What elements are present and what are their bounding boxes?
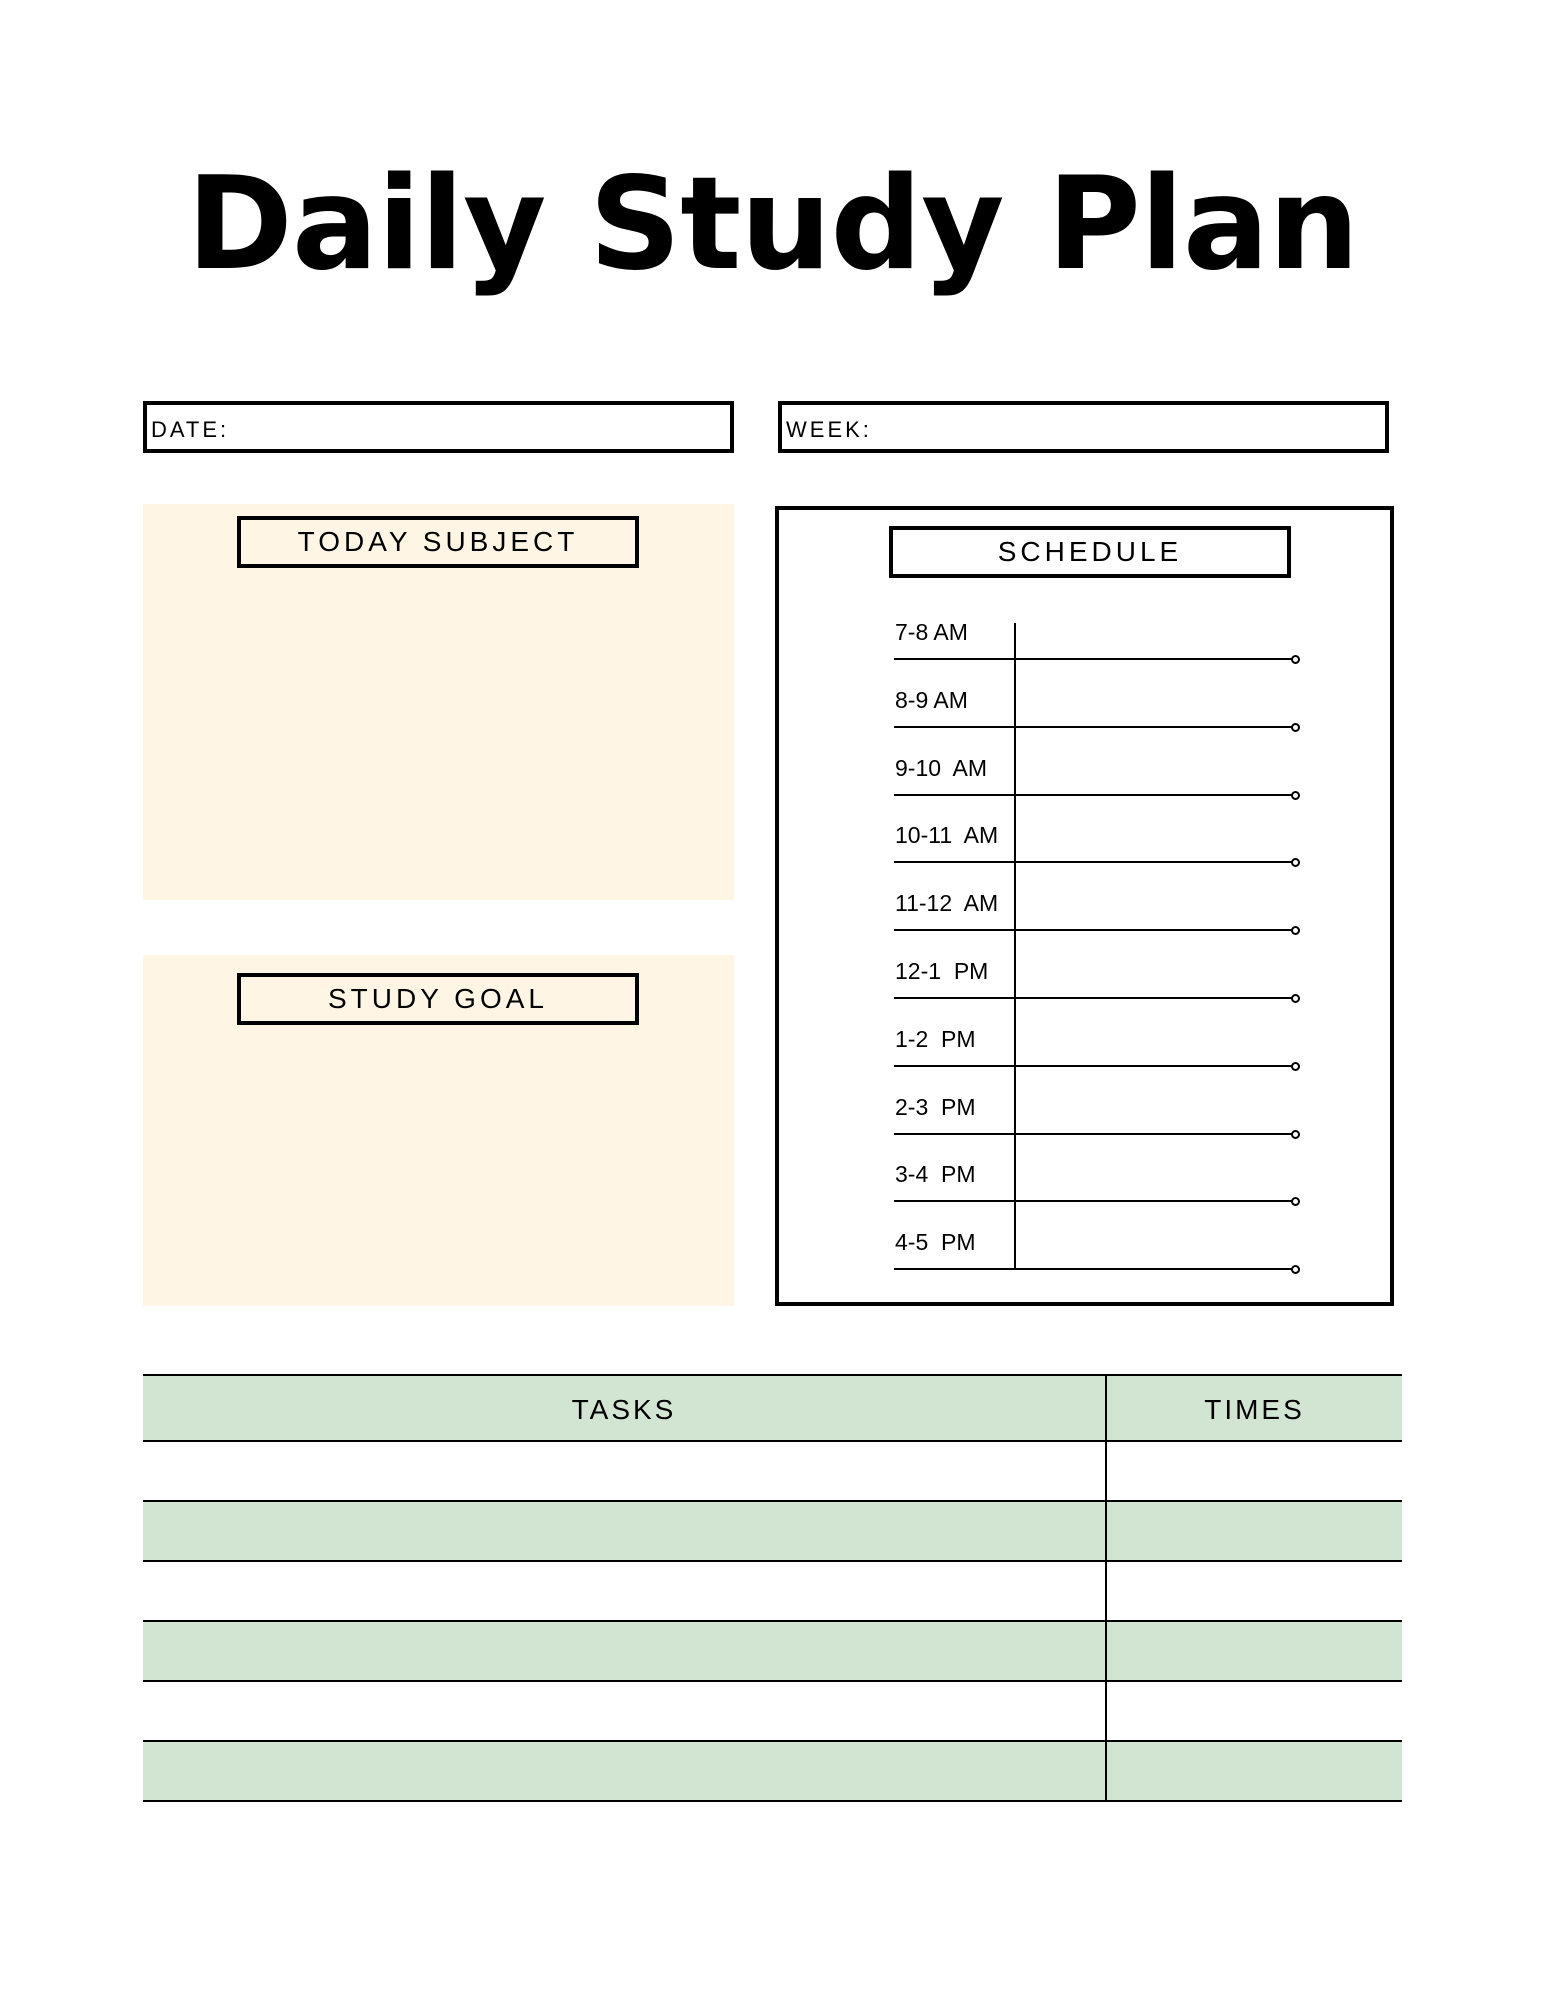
table-row [143, 1442, 1402, 1502]
schedule-slot-label: 10-11 AM [895, 822, 999, 849]
tasks-header: TASKS [143, 1376, 1107, 1440]
time-cell[interactable] [1107, 1442, 1402, 1500]
table-row [143, 1562, 1402, 1622]
tasks-table [143, 1374, 1402, 1802]
schedule-slot-label: 9-10 AM [895, 754, 988, 781]
task-cell[interactable] [143, 1742, 1107, 1800]
week-field[interactable] [778, 401, 1389, 453]
schedule-slot-line[interactable] [894, 1200, 1295, 1202]
task-cell[interactable] [143, 1562, 1107, 1620]
schedule-slot-line[interactable] [894, 658, 1295, 660]
task-cell[interactable] [143, 1682, 1107, 1740]
schedule-slot-line[interactable] [894, 726, 1295, 728]
table-row [143, 1622, 1402, 1682]
time-cell[interactable] [1107, 1682, 1402, 1740]
task-cell[interactable] [143, 1442, 1107, 1500]
schedule-slot-line[interactable] [894, 997, 1295, 999]
schedule-slot-label: 7-8 AM [895, 619, 968, 645]
page-title: Daily Study Plan [186, 150, 1359, 299]
task-cell[interactable] [143, 1502, 1107, 1560]
line-end-dot-icon [1291, 791, 1300, 800]
schedule-slot-line[interactable] [894, 1065, 1295, 1067]
line-end-dot-icon [1291, 1130, 1300, 1139]
task-cell[interactable] [143, 1622, 1107, 1680]
week-label: WEEK: [786, 417, 872, 442]
schedule-slot-label: 1-2 PM [895, 1025, 976, 1052]
schedule-slot-label: 11-12 AM [895, 890, 999, 917]
schedule-slot-line[interactable] [894, 861, 1295, 863]
line-end-dot-icon [1291, 655, 1300, 664]
schedule-slot-label: 12-1 PM [895, 958, 989, 984]
schedule-slot-label: 3-4 PM [895, 1161, 976, 1188]
times-header: TIMES [1204, 1394, 1305, 1425]
schedule-heading: SCHEDULE [889, 526, 1291, 578]
table-header [143, 1374, 1402, 1442]
table-row [143, 1682, 1402, 1742]
study-goal-heading: STUDY GOAL [237, 973, 639, 1025]
line-end-dot-icon [1291, 1062, 1300, 1071]
schedule-slot-label: 4-5 PM [895, 1229, 976, 1256]
schedule-slot-label: 2-3 PM [895, 1093, 976, 1120]
table-row [143, 1502, 1402, 1562]
schedule-slot-line[interactable] [894, 794, 1295, 796]
schedule-slot-line[interactable] [894, 1133, 1295, 1135]
line-end-dot-icon [1291, 723, 1300, 732]
today-subject-heading: TODAY SUBJECT [237, 516, 639, 568]
schedule-slot-line[interactable] [894, 1268, 1295, 1270]
time-cell[interactable] [1107, 1622, 1402, 1680]
date-field[interactable] [143, 401, 734, 453]
schedule-box [775, 506, 1394, 1306]
schedule-slot-line[interactable] [894, 929, 1295, 931]
schedule-divider [1014, 623, 1016, 1269]
date-label: DATE: [151, 417, 230, 442]
time-cell[interactable] [1107, 1562, 1402, 1620]
time-cell[interactable] [1107, 1502, 1402, 1560]
table-row [143, 1742, 1402, 1802]
time-cell[interactable] [1107, 1742, 1402, 1800]
line-end-dot-icon [1291, 994, 1300, 1003]
schedule-slot-label: 8-9 AM [895, 686, 968, 713]
